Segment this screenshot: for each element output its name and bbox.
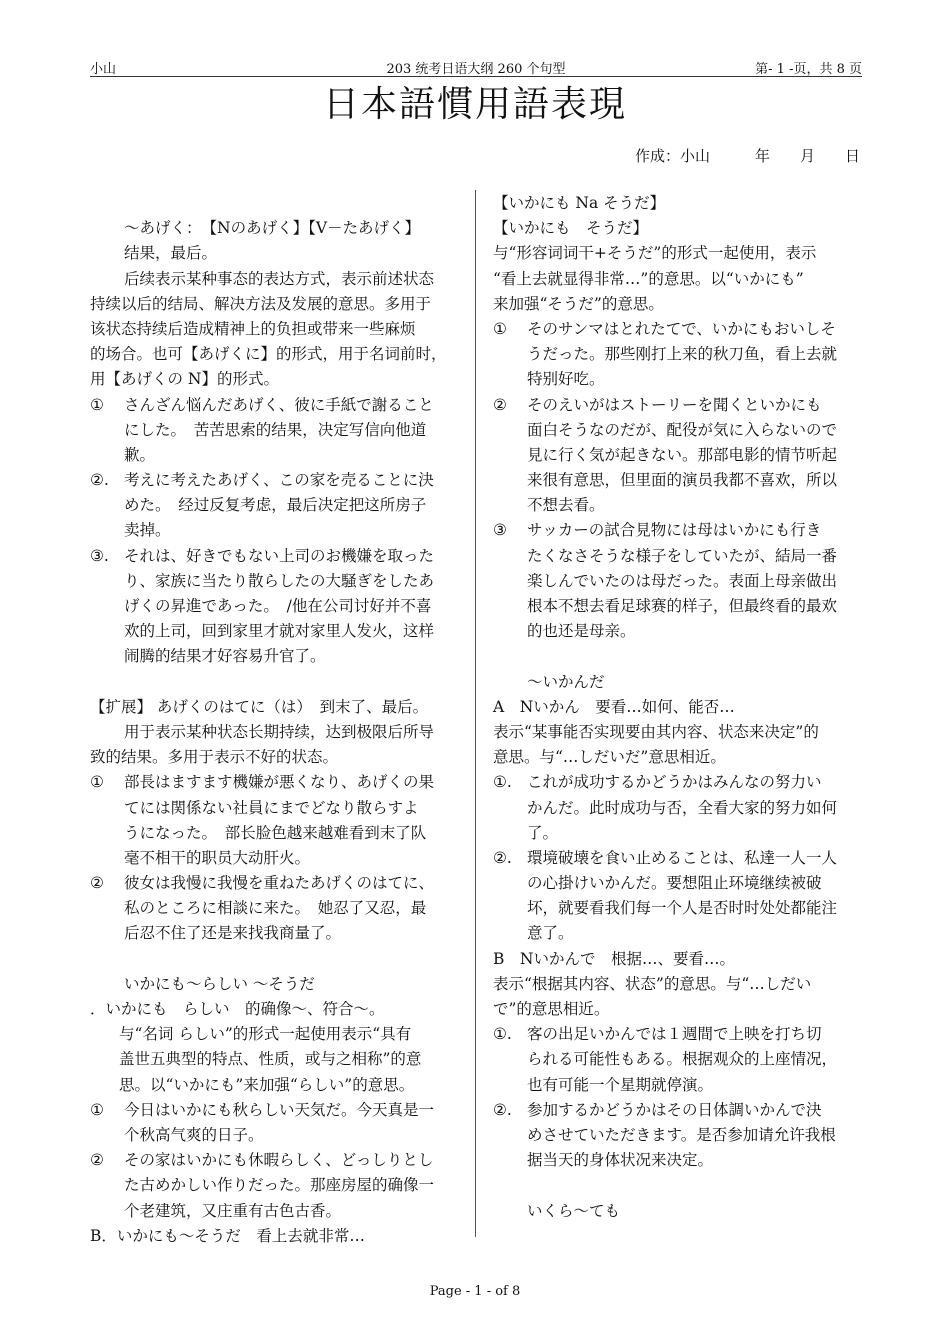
example-line: 据当天的身体状况来决定。 <box>527 1151 714 1170</box>
na-desc-line: “看上去就显得非常…”的意思。以“いかにも” <box>493 269 804 288</box>
na-desc-line: 与“形容词词干+そうだ”的形式一起使用，表示 <box>493 244 817 263</box>
ageku-meaning: 结果，最后。 <box>124 244 218 263</box>
ikanimo-a-heading: ．いかにも らしい 的确像～、符合～。 <box>90 1000 385 1018</box>
ikanda-a-desc-line: 表示“某事能否实现要由其内容、状态来决定”的 <box>493 722 819 741</box>
example-item <box>493 1022 863 1098</box>
header-author: 小山 <box>90 62 117 77</box>
example-number: ② <box>493 395 507 414</box>
example-item <box>493 846 863 947</box>
ikanimo-a-desc-line: 与“名词 らしい”的形式一起使用表示“具有 <box>119 1025 412 1044</box>
example-line: た古めかしい作りだった。那座房屋的确像一 <box>124 1176 435 1195</box>
ageku-desc-line: 该状态持续后造成精神上的负担或带来一些麻烦 <box>90 319 416 338</box>
example-line: 欢的上司，回到家里才就对家里人发火，这样 <box>124 622 435 641</box>
example-item <box>493 317 863 393</box>
example-line: 个秋高气爽的日子。 <box>124 1125 264 1144</box>
example-line: 了。 <box>527 823 559 842</box>
left-column <box>90 191 462 1249</box>
example-number: ①. <box>493 773 512 792</box>
right-column <box>493 191 863 1224</box>
example-line: 不想去看。 <box>527 496 605 515</box>
example-item <box>90 1148 462 1224</box>
example-line: 坏，就要看我们每一个人是否时时处处都能注 <box>527 899 838 918</box>
example-line: 个老建筑，又庄重有古色古香。 <box>124 1201 342 1220</box>
example-line: めさせていただきます。是否参加请允许我根 <box>527 1125 836 1144</box>
header-document-title: 203 统考日语大纲 260 个句型 <box>386 62 566 77</box>
kakuten-desc-line: 致的结果。多用于表示不好的状态。 <box>90 748 339 767</box>
ageku-heading: ～あげく： 【Nのあげく】【V－たあげく】 <box>124 219 421 238</box>
example-number: ③ <box>493 521 507 540</box>
na-heading-text: 【いかにも Na そうだ】 <box>493 194 666 212</box>
example-line: 私のところに相談に来た。 她忍了又忍，最 <box>124 899 427 918</box>
page-header <box>90 56 862 77</box>
page-footer: Page - 1 - of 8 <box>429 1284 521 1299</box>
example-line: うになった。 部长脸色越来越难看到末了队 <box>124 823 427 842</box>
example-line: それは、好きでもない上司のお機嫌を取った <box>124 546 435 565</box>
example-line: うだった。那些刚打上来的秋刀鱼，看上去就 <box>527 345 838 364</box>
example-item <box>493 518 863 644</box>
example-line: そのえいがはストーリーを聞くといかにも <box>527 395 822 414</box>
example-line: 楽しんでいたのは母だった。表面上母亲做出 <box>527 571 838 590</box>
example-line: られる可能性もある。根据观众的上座情况， <box>527 1050 838 1069</box>
example-line: 部長はますます機嫌が悪くなり、あげくの果 <box>124 773 435 792</box>
example-line: 客の出足いかんでは１週間で上映を打ち切 <box>527 1025 822 1044</box>
example-line: 意了。 <box>527 924 574 943</box>
example-line: 彼女は我慢に我慢を重ねたあげくのはてに、 <box>124 874 435 893</box>
ikanimo-heading: いかにも～らしい ～そうだ <box>124 974 315 993</box>
example-line: 見に行く気が起きない。那部电影的情节听起 <box>527 445 838 464</box>
example-line: これが成功するかどうかはみんなの努力い <box>527 773 822 792</box>
example-line: 后忍不住了还是来找我商量了。 <box>124 924 342 943</box>
example-item <box>90 544 462 670</box>
example-number: ② <box>90 1151 104 1170</box>
example-line: 的也还是母亲。 <box>527 622 636 641</box>
ikanda-b-heading: B Nいかんで 根据…、要看…。 <box>493 949 735 968</box>
example-number: ①. <box>493 1025 512 1044</box>
example-number: ③. <box>90 546 109 565</box>
header-page-number: 第- 1 -页，共 8 页 <box>755 62 862 77</box>
example-line: てには関係ない社員にまでどなり散らすよ <box>124 798 419 817</box>
example-number: ① <box>90 1100 104 1119</box>
example-line: げくの昇進であった。 /他在公司讨好并不喜 <box>124 597 432 615</box>
example-line: り、家族に当たり散らしたの大騒ぎをしたあ <box>124 571 435 590</box>
ikura-heading: いくら～ても <box>527 1201 621 1220</box>
example-line: 今日はいかにも秋らしい天気だ。今天真是一 <box>124 1100 435 1119</box>
example-line: 面白そうなのだが、配役が気に入らないので <box>527 420 838 439</box>
kakuten-heading: 【扩展】 あげくのはてに（は） 到末了、最后。 <box>90 697 429 716</box>
ikanda-a-heading: A Nいかん 要看…如何、能否… <box>493 697 735 716</box>
example-number: ②. <box>493 848 512 867</box>
example-line: さんざん悩んだあげく、彼に手紙で謝ること <box>124 395 434 414</box>
na-heading <box>493 191 863 216</box>
example-item <box>493 393 863 519</box>
ageku-desc-line: 持续以后的结局、解决方法及发展的意思。多用于 <box>90 294 432 313</box>
author-line: 作成：小山 年 月 日 <box>634 147 860 165</box>
ikanimo-a-desc-line: 思。以“いかにも”来加强“らしい”的意思。 <box>119 1075 415 1094</box>
page-title: 日本語慣用語表現 <box>322 84 627 125</box>
example-line: 環境破壊を食い止めることは、私達一人一人 <box>527 848 838 867</box>
example-item <box>90 1098 462 1148</box>
ikanda-b-desc-line: 表示“根据其内容、状态”的意思。与“…しだい <box>493 974 812 993</box>
ageku-desc-line: 的场合。也可【あげくに】的形式，用于名词前时， <box>90 345 447 364</box>
example-number: ① <box>90 395 104 414</box>
na-desc-line: 来加强“そうだ”的意思。 <box>493 294 664 313</box>
ikanda-heading: ～いかんだ <box>527 672 605 691</box>
example-line: 来很有意思，但里面的演员我都不喜欢，所以 <box>527 471 838 490</box>
ageku-desc-line: 后续表示某种事态的表达方式，表示前述状态 <box>124 269 435 288</box>
example-item <box>90 770 462 871</box>
example-item <box>90 468 462 544</box>
example-line: そのサンマはとれたてで、いかにもおいしそ <box>527 319 836 338</box>
ikanimo-a-desc-line: 盖世五典型的特点、性质，或与之相称”的意 <box>119 1050 422 1069</box>
example-item <box>90 871 462 947</box>
example-line: にした。 苦苦思索的结果，决定写信向他道 <box>124 420 427 439</box>
example-line: サッカーの試合見物には母はいかにも行き <box>527 521 822 540</box>
example-line: 参加するかどうかはその日体調いかんで決 <box>527 1100 822 1119</box>
ikanda-a-desc-line: 意思。与“…しだいだ”意思相近。 <box>493 748 726 767</box>
example-line: 根本不想去看足球赛的样子，但最终看的最欢 <box>527 597 838 615</box>
ikanda-b-desc-line: で”的意思相近。 <box>493 1000 610 1018</box>
example-line: 卖掉。 <box>124 521 171 540</box>
example-line: 也有可能一个星期就停演。 <box>527 1075 714 1094</box>
example-line: 特别好吃。 <box>527 370 605 389</box>
example-number: ② <box>90 874 104 893</box>
example-line: かんだ。此时成功与否，全看大家的努力如何 <box>527 798 838 817</box>
example-line: その家はいかにも休暇らしく、どっしりとし <box>124 1151 434 1170</box>
example-number: ②. <box>493 1100 512 1119</box>
na-heading-alt: 【いかにも そうだ】 <box>493 219 649 238</box>
kakuten-desc-line: 用于表示某种状态长期持续，达到极限后所导 <box>124 722 435 741</box>
ageku-desc-line: 用【あげくの N】的形式。 <box>90 370 279 389</box>
example-item <box>493 770 863 846</box>
example-line: 考えに考えたあげく、この家を売ることに決 <box>124 471 434 490</box>
example-line: めた。 经过反复考虑，最后决定把这所房子 <box>124 496 427 515</box>
column-divider <box>475 190 476 1237</box>
example-line: たくなさそうな様子をしていたが、結局一番 <box>527 546 838 565</box>
example-number: ②. <box>90 471 109 490</box>
example-number: ① <box>90 773 104 792</box>
example-item <box>493 1098 863 1174</box>
example-item <box>90 393 462 469</box>
example-line: 闹腾的结果才好容易升官了。 <box>124 647 326 666</box>
example-line: の心掛けいかんだ。要想阻止环境继续被破 <box>527 874 822 893</box>
example-number: ① <box>493 319 507 338</box>
ikanimo-b-heading: B．いかにも～そうだ 看上去就非常… <box>90 1226 365 1245</box>
example-line: 歉。 <box>124 445 156 464</box>
example-line: 毫不相干的职员大动肝火。 <box>124 848 311 867</box>
